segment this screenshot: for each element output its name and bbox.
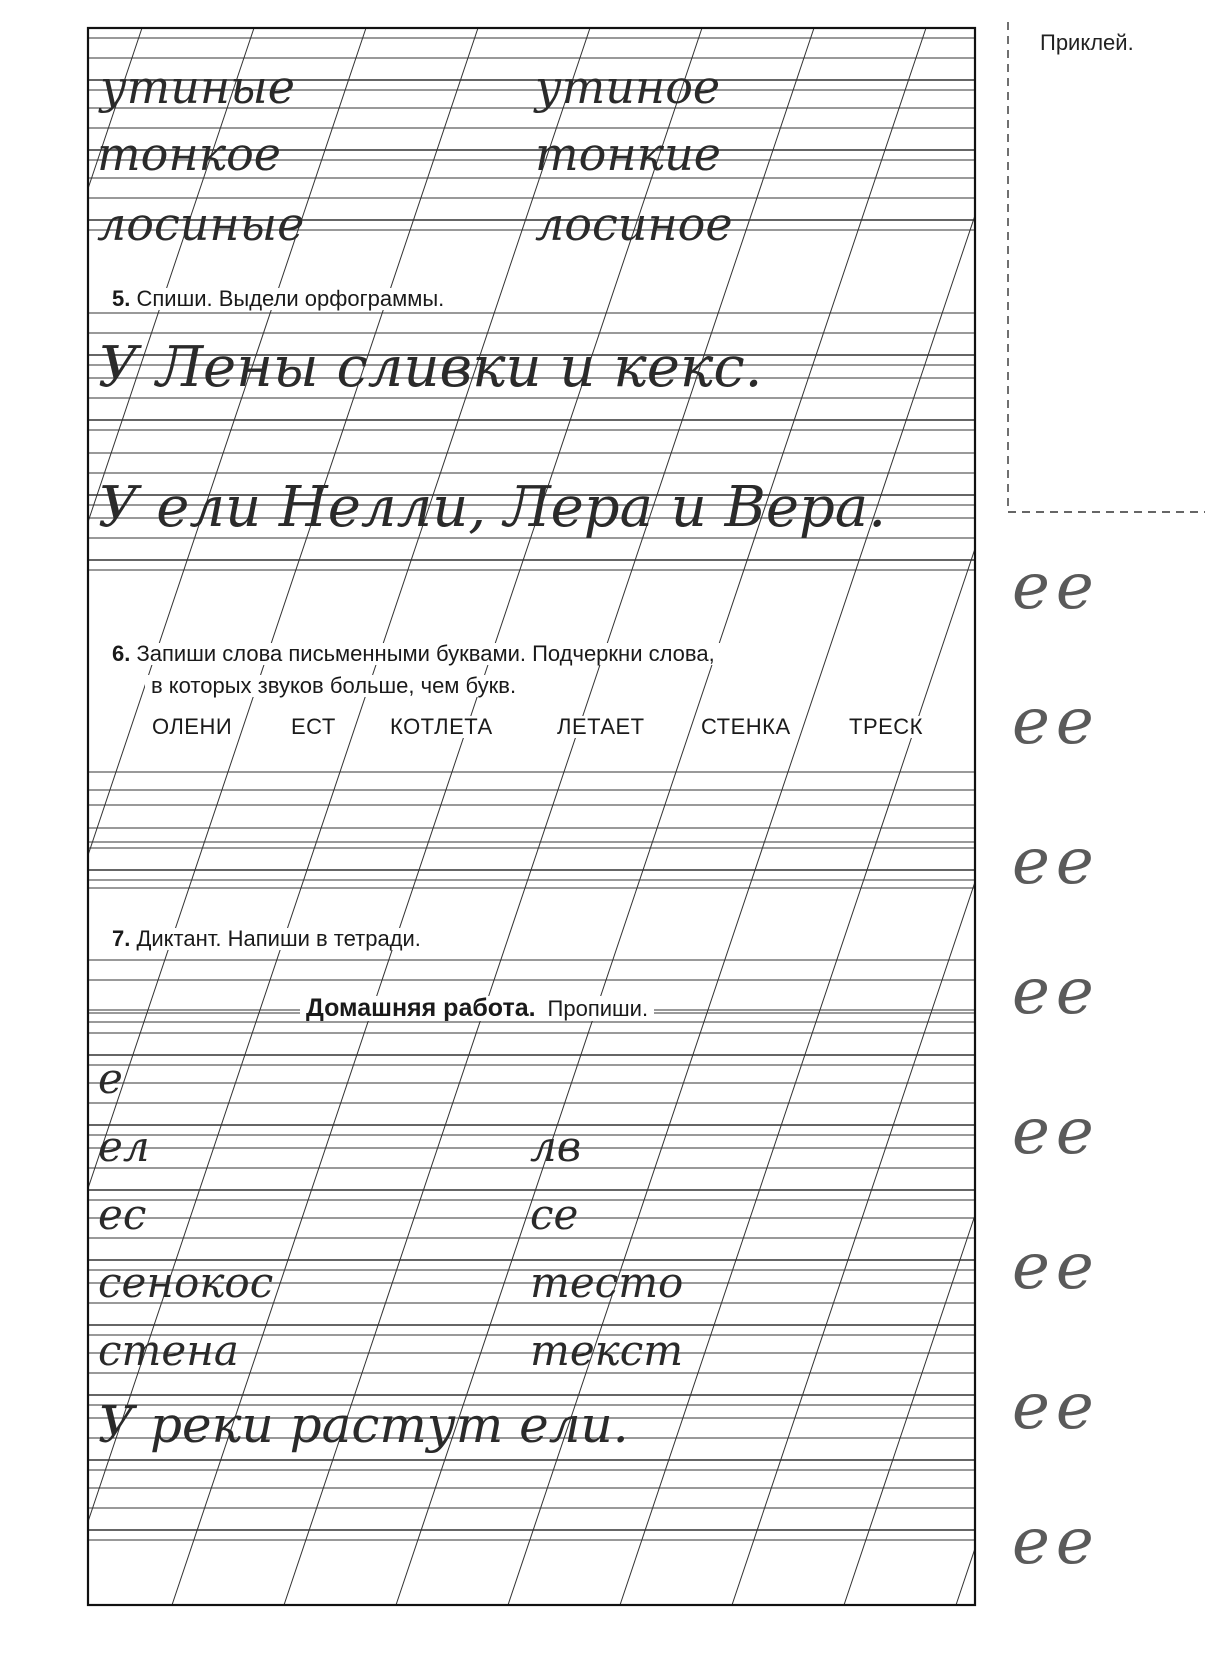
homework-pair-left-3: сенокос	[98, 1258, 274, 1307]
sample-word-right-2: тонкие	[535, 127, 721, 181]
paste-here-label: Приклей.	[1040, 30, 1134, 55]
sample-word-left-2: тонкое	[97, 127, 281, 181]
task-6-word-1: ОЛЕНИ	[148, 716, 236, 738]
letter-sample-2: ее	[1012, 685, 1100, 759]
task-5-heading	[106, 288, 450, 310]
slant-line	[620, 28, 1150, 1605]
task-5-instruction: Спиши. Выдели орфограммы.	[136, 286, 445, 311]
homework-pair-left-2: ес	[98, 1190, 147, 1239]
homework-heading	[300, 996, 654, 1021]
letter-sample-8: ее	[1012, 1505, 1100, 1579]
letter-sample-6: ее	[1012, 1230, 1100, 1304]
sample-word-left-3: лосиные	[97, 197, 305, 251]
slant-line	[732, 28, 1205, 1605]
letter-sample-3: ее	[1012, 825, 1100, 899]
letter-sample-1: ее	[1012, 550, 1100, 624]
slant-line	[1180, 28, 1205, 1605]
letter-sample-4: ее	[1012, 955, 1100, 1029]
task-6-heading	[106, 643, 721, 665]
task-7-heading	[106, 928, 427, 950]
homework-title: Домашняя работа.	[306, 994, 536, 1022]
slant-line	[1068, 28, 1205, 1605]
sample-word-right-3: лосиное	[535, 197, 733, 251]
homework-single-letter: е	[98, 1054, 123, 1103]
letter-sample-5: ее	[1012, 1095, 1100, 1169]
letter-sample-7: ее	[1012, 1370, 1100, 1444]
slant-line	[0, 28, 30, 1605]
slant-line	[0, 28, 478, 1605]
slant-line	[844, 28, 1205, 1605]
task-5-line-1: У Лены сливки и кекс.	[98, 335, 763, 400]
homework-subtitle: Пропиши.	[547, 996, 649, 1021]
task-5-number: 5.	[112, 286, 131, 311]
homework-pair-right-2: се	[530, 1190, 579, 1239]
task-7-instruction: Диктант. Напиши в тетради.	[136, 926, 421, 951]
task-6-instruction: Запиши слова письменными буквами. Подчеркни слова,	[136, 641, 715, 666]
task-7-number: 7.	[112, 926, 131, 951]
task-6-word-2: ЕСТ	[287, 716, 340, 738]
task-6-word-5: СТЕНКА	[697, 716, 795, 738]
task-6-instruction-line-2: в которых звуков больше, чем букв.	[145, 675, 522, 697]
task-6-word-4: ЛЕТАЕТ	[553, 716, 649, 738]
homework-pair-right-1: лв	[530, 1122, 582, 1171]
slant-line	[956, 28, 1205, 1605]
homework-pair-left-1: ел	[98, 1122, 150, 1171]
task-6-word-6: ТРЕСК	[845, 716, 927, 738]
sample-word-left-1: утиные	[100, 60, 295, 114]
sample-word-right-1: утиное	[535, 60, 721, 114]
task-5-line-2: У ели Нелли, Лера и Вера.	[98, 475, 886, 540]
homework-pair-left-4: стена	[98, 1326, 239, 1375]
homework-pair-right-4: текст	[530, 1326, 684, 1375]
task-6-word-3: КОТЛЕТА	[386, 716, 497, 738]
homework-sentence: У реки растут ели.	[98, 1396, 629, 1454]
task-6-number: 6.	[112, 641, 131, 666]
homework-pair-right-3: тесто	[530, 1258, 684, 1307]
